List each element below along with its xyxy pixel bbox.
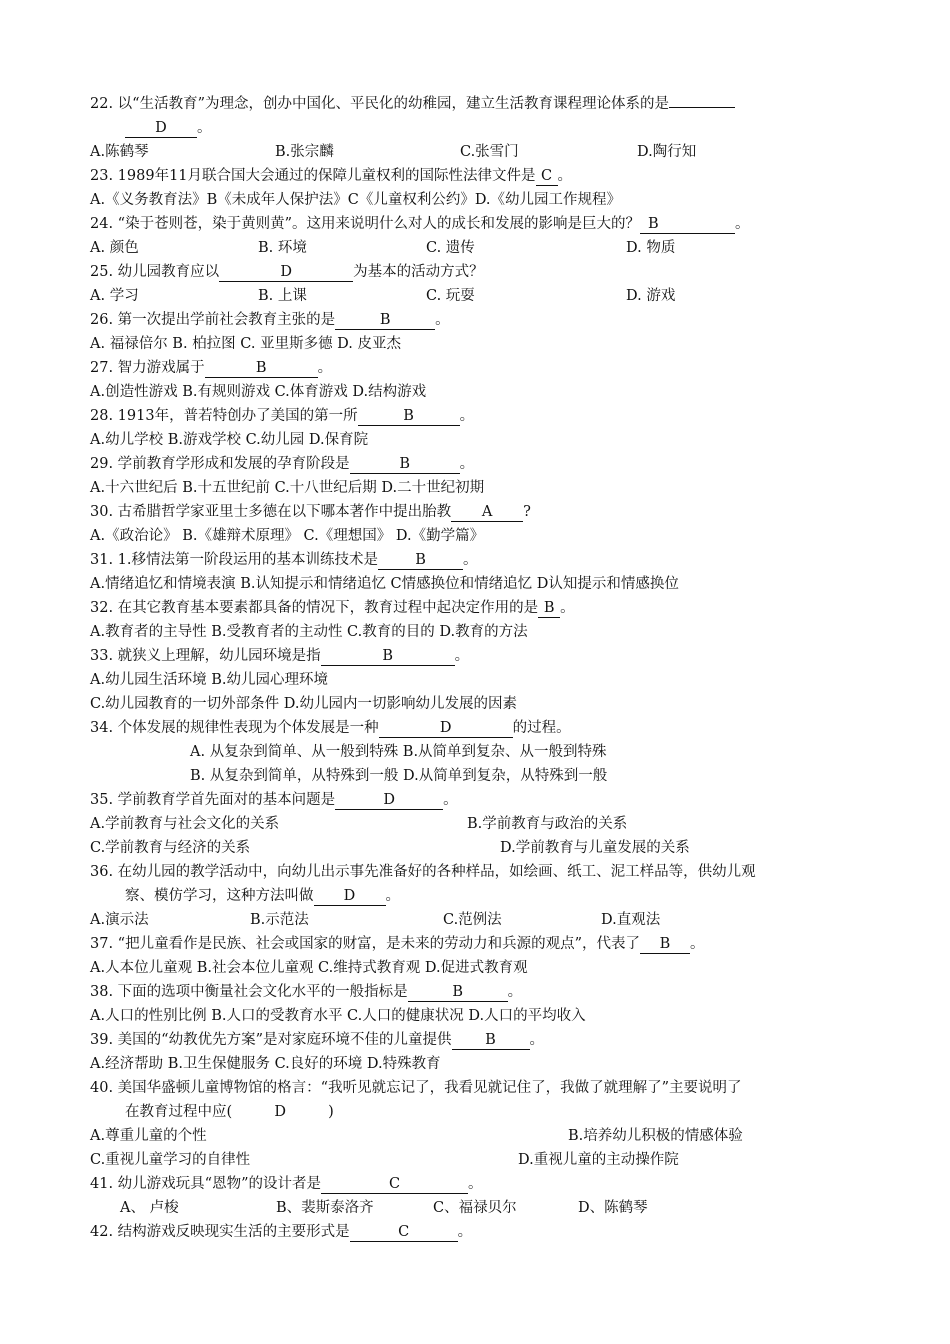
- question-22: 22. 以“生活教育”为理念，创办中国化、平民化的幼稚园，建立生活教育课程理论体系的是: [90, 94, 735, 114]
- answer-blank-33: B: [321, 648, 455, 666]
- question-37: 37. “把儿童看作是民族、社会或国家的财富，是未来的劳动力和兵源的观点”，代表了 B 。: [90, 936, 705, 952]
- answer-blank: [669, 107, 735, 108]
- option-c: C. 玩耍: [426, 288, 475, 304]
- question-35: 35. 学前教育学首先面对的基本问题是 D 。: [90, 792, 458, 808]
- option-b: B.培养幼儿积极的情感体验: [568, 1128, 743, 1144]
- question-36: 36. 在幼儿园的教学活动中，向幼儿出示事先准备好的各种样品，如绘画、纸工、泥工样品等，供幼儿观: [90, 864, 756, 880]
- answer-blank-32: B: [538, 600, 560, 618]
- options-29: A.十六世纪后 B.十五世纪前 C.十八世纪后期 D.二十世纪初期: [90, 480, 485, 496]
- option-d: D.重视儿童的主动操作院: [518, 1152, 679, 1168]
- option-d: D. 游戏: [626, 288, 676, 304]
- question-32: 32. 在其它教育基本要素都具备的情况下，教育过程中起决定作用的是 B 。: [90, 600, 575, 616]
- answer-blank-42: C: [350, 1224, 458, 1242]
- options-37: A.人本位儿童观 B.社会本位儿童观 C.维持式教育观 D.促进式教育观: [90, 960, 528, 976]
- option-d: D.陶行知: [637, 144, 697, 160]
- answer-blank-22: D: [125, 120, 197, 138]
- option-a: A.尊重儿童的个性: [90, 1128, 207, 1144]
- answer-blank-28: B: [358, 408, 460, 426]
- options-30: A.《政治论》 B.《雄辩术原理》 C.《理想国》 D.《勤学篇》: [90, 528, 485, 544]
- question-42: 42. 结构游戏反映现实生活的主要形式是 C 。: [90, 1224, 473, 1240]
- option-a: A.陈鹤琴: [90, 144, 149, 160]
- question-34: 34. 个体发展的规律性表现为个体发展是一种 D 的过程。: [90, 720, 571, 736]
- option-a: A.演示法: [90, 912, 149, 928]
- option-b: B.学前教育与政治的关系: [467, 816, 628, 832]
- option-d: D.学前教育与儿童发展的关系: [500, 840, 690, 856]
- answer-blank-34: D: [379, 720, 513, 738]
- question-24: 24. “染于苍则苍，染于黄则黄”。这用来说明什么对人的成长和发展的影响是巨大的？ B 。: [90, 216, 750, 232]
- question-30: 30. 古希腊哲学家亚里士多德在以下哪本著作中提出胎教 A ?: [90, 504, 531, 520]
- option-b: B、裴斯泰洛齐: [276, 1200, 374, 1216]
- question-41: 41. 幼儿游戏玩具“恩物”的设计者是 C 。: [90, 1176, 483, 1192]
- answer-blank-27: B: [205, 360, 318, 378]
- question-33: 33. 就狭义上理解，幼儿园环境是指 B 。: [90, 648, 470, 664]
- answer-blank-29: B: [350, 456, 460, 474]
- option-d: D. 物质: [626, 240, 676, 256]
- question-23: 23. 1989年11月联合国大会通过的保障儿童权利的国际性法律文件是 C 。: [90, 168, 573, 184]
- answer-blank-35: D: [335, 792, 443, 810]
- option-a: A. 颜色: [90, 240, 139, 256]
- answer-blank-37: B: [640, 936, 690, 954]
- options-38: A.人口的性别比例 B.人口的受教育水平 C.人口的健康状况 D.人口的平均收入: [90, 1008, 586, 1024]
- options-39: A.经济帮助 B.卫生保健服务 C.良好的环境 D.特殊教育: [90, 1056, 441, 1072]
- question-38: 38. 下面的选项中衡量社会文化水平的一般指标是 B 。: [90, 984, 523, 1000]
- answer-blank-36: D: [314, 888, 386, 906]
- options-34: A. 从复杂到简单、从一般到特殊 B.从简单到复杂、从一般到特殊: [190, 744, 607, 760]
- option-c: C.张雪门: [460, 144, 519, 160]
- answer-paren-40: D: [274, 1104, 286, 1120]
- answer-blank-24: B: [640, 216, 735, 234]
- option-a: A. 学习: [90, 288, 139, 304]
- options-33: A.幼儿园生活环境 B.幼儿园心理环境: [90, 672, 328, 688]
- options-32: A.教育者的主导性 B.受教育者的主动性 C.教育的目的 D.教育的方法: [90, 624, 528, 640]
- question-31: 31. 1.移情法第一阶段运用的基本训练技术是 B 。: [90, 552, 478, 568]
- answer-blank-26: B: [335, 312, 435, 330]
- options-28: A.幼儿学校 B.游戏学校 C.幼儿园 D.保育院: [90, 432, 369, 448]
- options-33-line2: C.幼儿园教育的一切外部条件 D.幼儿园内一切影响幼儿发展的因素: [90, 696, 518, 712]
- option-c: C.重视儿童学习的自律性: [90, 1152, 251, 1168]
- answer-blank-25: D: [219, 264, 353, 282]
- option-b: B. 上课: [258, 288, 307, 304]
- option-b: B. 环境: [258, 240, 307, 256]
- options-23: A.《义务教育法》B《未成年人保护法》C《儿童权利公约》D.《幼儿园工作规程》: [90, 192, 622, 208]
- question-26: 26. 第一次提出学前社会教育主张的是 B 。: [90, 312, 450, 328]
- options-34-line2: B. 从复杂到简单，从特殊到一般 D.从简单到复杂，从特殊到一般: [190, 768, 608, 784]
- question-28: 28. 1913年，普若特创办了美国的第一所 B 。: [90, 408, 475, 424]
- question-25: 25. 幼儿园教育应以 D 为基本的活动方式？: [90, 264, 484, 280]
- question-39: 39. 美国的“幼教优先方案”是对家庭环境不佳的儿童提供 B 。: [90, 1032, 544, 1048]
- question-40: 40. 美国华盛顿儿童博物馆的格言：“我听见就忘记了，我看见就记住了，我做了就理解了”主要说明了: [90, 1080, 742, 1096]
- answer-blank-38: B: [408, 984, 508, 1002]
- question-27: 27. 智力游戏属于 B 。: [90, 360, 333, 376]
- answer-blank-23: C: [536, 168, 558, 186]
- option-d: D、陈鹤琴: [578, 1200, 648, 1216]
- options-26: A. 福禄倍尔 B. 柏拉图 C. 亚里斯多德 D. 皮亚杰: [90, 336, 402, 352]
- options-31: A.情绪追忆和情境表演 B.认知提示和情绪追忆 C情感换位和情绪追忆 D认知提示和情感换位: [90, 576, 679, 592]
- answer-blank-31: B: [378, 552, 463, 570]
- option-d: D.直观法: [601, 912, 661, 928]
- answer-blank-39: B: [452, 1032, 530, 1050]
- option-a: A.学前教育与社会文化的关系: [90, 816, 280, 832]
- answer-blank-41: C: [321, 1176, 468, 1194]
- option-c: C. 遗传: [426, 240, 475, 256]
- question-40-line2: 在教育过程中应( D ): [125, 1104, 334, 1120]
- option-b: B.示范法: [250, 912, 309, 928]
- question-36-line2: 察、模仿学习，这种方法叫做 D 。: [125, 888, 400, 904]
- option-b: B.张宗麟: [275, 144, 334, 160]
- answer-blank-30: A: [451, 504, 523, 522]
- question-29: 29. 学前教育学形成和发展的孕育阶段是 B 。: [90, 456, 475, 472]
- option-c: C、福禄贝尔: [433, 1200, 517, 1216]
- option-c: C.学前教育与经济的关系: [90, 840, 251, 856]
- option-c: C.范例法: [443, 912, 502, 928]
- options-27: A.创造性游戏 B.有规则游戏 C.体育游戏 D.结构游戏: [90, 384, 427, 400]
- question-22-line2: D 。: [125, 118, 212, 138]
- option-a: A、 卢梭: [120, 1200, 179, 1216]
